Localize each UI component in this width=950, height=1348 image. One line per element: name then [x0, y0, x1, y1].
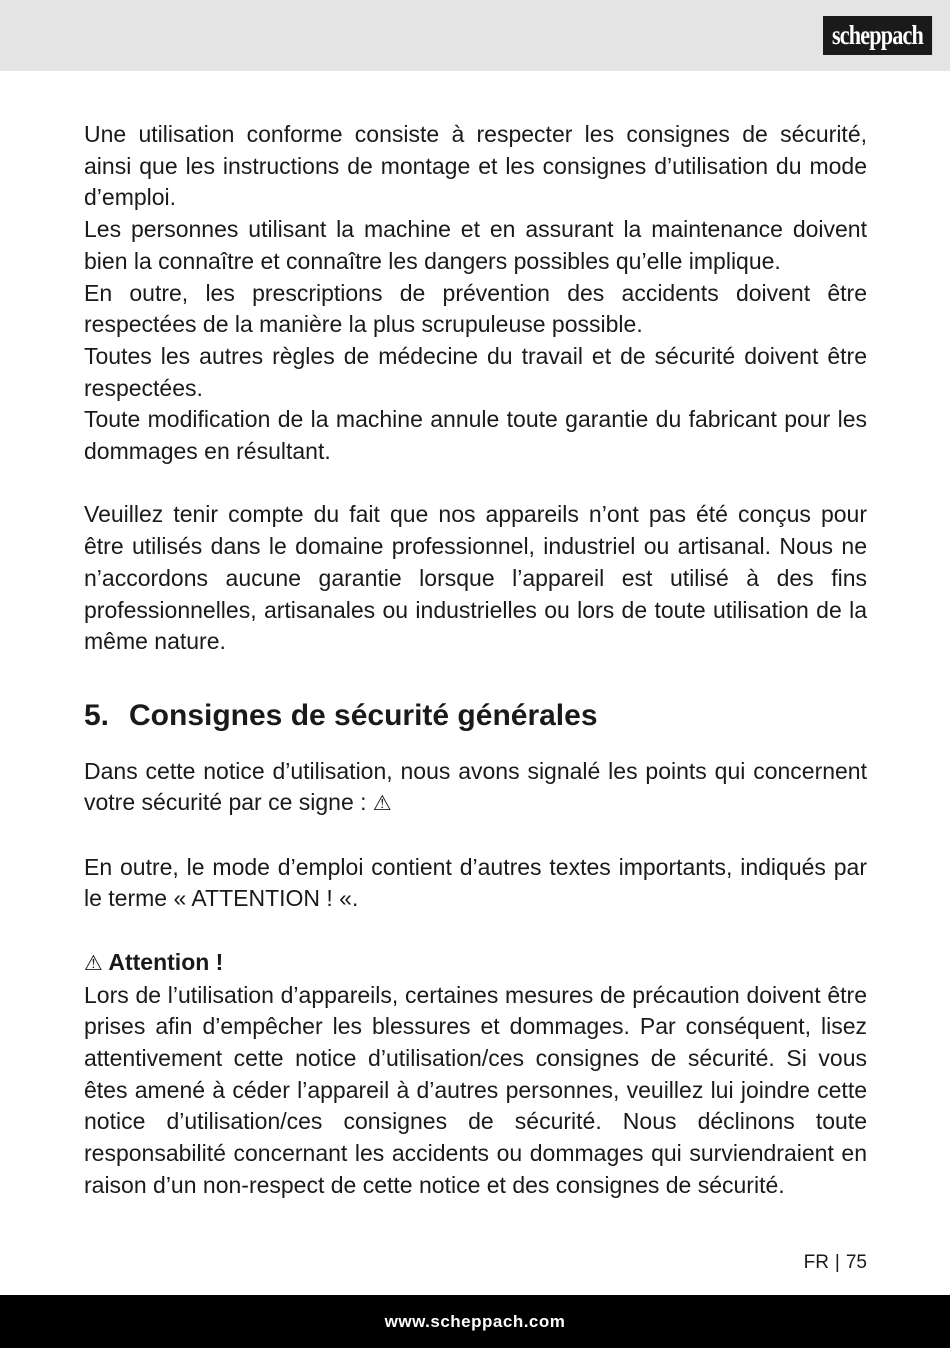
- warning-label: Attention !: [108, 948, 224, 975]
- sign-text: Dans cette notice d’utilisation, nous avons signalé les points qui concernent votre sécurité par ce signe :: [84, 757, 867, 816]
- warning-triangle-icon: ⚠: [372, 792, 392, 816]
- section-heading: [84, 690, 867, 756]
- attention-note: En outre, le mode d’emploi contient d’autres textes importants, indiqués par le terme « ATTENTION ! «.: [84, 853, 867, 912]
- language-code: FR: [803, 1252, 829, 1273]
- brand-logo: scheppach: [823, 16, 932, 55]
- intro-paragraph: Une utilisation conforme consiste à respecter les consignes de sécurité, ainsi que les instructions de montage et les consignes d’utilisation du mode d’emploi.: [84, 121, 867, 211]
- section-title: Consignes de sécurité générales: [129, 698, 598, 732]
- section-number: 5.: [84, 698, 110, 732]
- website-link[interactable]: www.scheppach.com: [384, 1311, 566, 1331]
- sign-paragraph: [84, 756, 867, 820]
- intro-paragraph: Toutes les autres règles de médecine du travail et de sécurité doivent être respectées.: [84, 342, 867, 401]
- warning-heading: [84, 947, 867, 980]
- intro-paragraph: Les personnes utilisant la machine et en assurant la maintenance doivent bien la connaître et connaître les dangers possibles qu’elle implique.: [84, 216, 867, 274]
- usage-note: Veuillez tenir compte du fait que nos appareils n’ont pas été conçus pour être utilisés dans le domaine professionnel, industriel ou artisanal. Nous ne n’accordons aucune garantie lorsque l’appareil est utilisé à des fins professionnelles, artisanales ou industrielles ou lors de toute utilisation de la même nature.: [84, 501, 867, 655]
- intro-paragraph: En outre, les prescriptions de prévention des accidents doivent être respectées de la manière la plus scrupuleuse possible.: [84, 279, 867, 338]
- warning-triangle-icon: ⚠: [84, 951, 103, 975]
- header-band: [0, 0, 950, 71]
- warning-body: Lors de l’utilisation d’appareils, certaines mesures de précaution doivent être prises afin d’empêcher les blessures et dommages. Par conséquent, lisez attentivement cette notice d’utilisation/ces consignes de sécurité. Si vous êtes amené à céder l’appareil à d’autres personnes, veuillez lui joindre cette notice d’utilisation/ces consignes de sécurité. Nous déclinons toute responsabilité concernant les accidents ou dommages qui surviendraient en raison d’un non-respect de cette notice et des consignes de sécurité.: [84, 981, 867, 1198]
- page-content: [84, 119, 867, 1201]
- footer-band: [0, 1295, 950, 1348]
- intro-paragraph: Toute modification de la machine annule toute garantie du fabricant pour les dommages en résultant.: [84, 406, 867, 465]
- page-number: [804, 1252, 867, 1274]
- page-separator: |: [834, 1252, 840, 1273]
- page-index: 75: [845, 1252, 867, 1273]
